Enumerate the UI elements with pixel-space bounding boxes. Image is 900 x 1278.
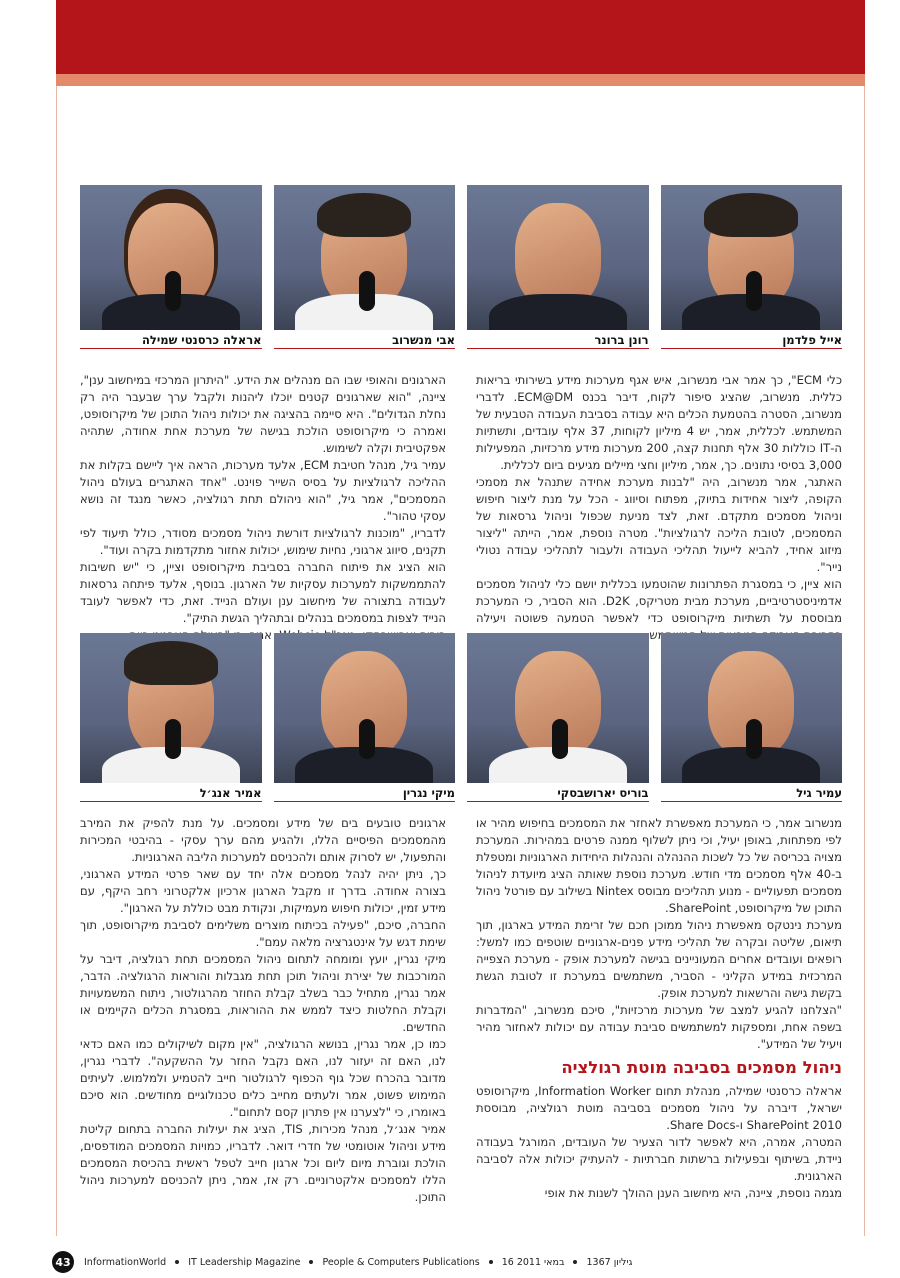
paragraph: מנשרוב אמר, כי המערכת מאפשרת לאחזר את המסמכים בחיפוש מהיר או לפי מפתחות, באופן יעיל, וכי ניתן לשלוף ממנה פרטים במהירות. המערכת מצויה בכריסה של כל לשכות ההנהלה והנהלות היחידות הארגוניות ומטפלת ב-40 אלף מסמכים מדי חודש. מערכת נוספת שאותה הציג מיועדת לניהול מסמכים תפעוליים - מנוע תהליכים מבוסס Nintex בשילוב עם פורטל ניהול התוכן של מיקרוסופט, SharePoint. — [476, 816, 842, 915]
caption-row-1 — [80, 331, 842, 349]
photo-caption: אמיר אנג׳ל — [80, 784, 262, 802]
header-red-band — [56, 0, 865, 74]
paragraph: מערכת נינטקס מאפשרת ניהול ממוכן חכם של זרימת המידע בארגון, תוך תיאום, שליטה ובקרה של תהליכי מידע פנים-ארגוניים שוטפים כמו למשל: רופאים ועובדים אחרים המעוניינים בגישה למערכת אופק - מערכת הצפייה המרכזית במידע הקליני - הסביר, משתמשים במערכת זו לטובת הגשת בקשת גישה והרשאות למערכת אופק. — [476, 918, 842, 1000]
bullet-icon — [309, 1260, 313, 1264]
photo-row-2 — [80, 633, 842, 783]
photo-speaker — [80, 633, 262, 783]
photo-caption: רונן ברונר — [467, 331, 649, 349]
photo-speaker — [661, 633, 843, 783]
paragraph: "הצלחנו להגיע למצב של מערכות מרכזיות", סיכם מנשרוב, "המדברות בשפה אחת, ומספקות למשתמשים סביבת עבודה עם יכולות לאחזור מהיר ויעיל של המידע". — [476, 1003, 842, 1051]
photo-caption: מיקי נגרין — [274, 784, 456, 802]
paragraph: אראלה כרסנטי שמילה, מנהלת תחום Information Worker, מיקרוסופט ישראל, דיברה על ניהול מסמכים בסביבה מוטת רגולציה, מבוססת SharePoint 2010 ו-Share Docs. — [476, 1084, 842, 1132]
photo-caption: אראלה כרסנטי שמילה — [80, 331, 262, 349]
paragraph: הוא הציג את פיתוח החברה בסביבת מיקרוסופט וציין, כי "יש חשיבות להתממשקות למערכות עסקיות של הארגון. בנוסף, אלעד פיתחה גרסאות לעבודה בתצורה של מיחשוב ענן ועולם הנייד. זאת, כדי לאפשר לעובד הנייד לצפות במסמכים בנהלים ובתהליך הגשת התיק". — [80, 560, 446, 625]
paragraph: ארגונים טובעים בים של מידע ומסמכים. על מנת להפיק את המירב מהמסמכים הפיסיים הללו, ולהגיע מהם ערך עסקי - בהיבטי המכירות והתפעול, יש לסרוק אותם ולהכניסם למערכות הליבה הארגוניות. — [80, 816, 446, 864]
bullet-icon — [175, 1260, 179, 1264]
photo-caption: אייל פלדמן — [661, 331, 843, 349]
page-number: 43 — [52, 1251, 74, 1273]
footer-publication: InformationWorld — [84, 1256, 167, 1268]
article-column-right-bottom — [476, 815, 842, 1202]
article-column-left-bottom — [80, 815, 446, 1206]
paragraph: המטרה, אמרה, היא לאפשר לדור הצעיר של העובדים, המורגל בעבודה ניידת, בשיתוף ובפעילות ברשתות חברתיות - להעתיק יכולות אלה לסביבה הארגונית. — [476, 1135, 842, 1183]
paragraph: מיקי נגרין, יועץ ומומחה לתחום ניהול המסמכים תחת רגולציה, דיבר על המורכבות של יצירת וניהול תוכן תחת מגבלות והוראות הרגולציה. הדבר, אמר נגרין, מתחיל כבר בשלב קבלת החוזר מהרגולטור, ניתוח המשמעויות וקבלת החלטות כיצד לממש את ההוראות, במסגרת הכלים הקיימים או החדשים. — [80, 952, 446, 1034]
photo-caption: אבי מנשרוב — [274, 331, 456, 349]
photo-speaker — [467, 633, 649, 783]
paragraph: מגמה נוספת, ציינה, היא מיחשוב הענן ההולך לשנות את אופי — [544, 1186, 842, 1200]
photo-speaker — [274, 633, 456, 783]
paragraph: עמיר גיל, מנהל חטיבת ECM, אלעד מערכות, הראה איך ליישם בקלות את ההליכה לרגולציות על בסיס השייר פוינט. "אחד האתגרים בעולם ניהול המסמכים", אמר גיל, "הוא ניהולם תחת רגולציה, כאשר מנגד זה נושא עסקי טהור". — [80, 458, 447, 523]
photo-speaker — [80, 185, 262, 330]
page-footer — [52, 1252, 842, 1272]
paragraph: כמו כן, אמר נגרין, בנושא הרגולציה, "אין מקום לשיקולים כמו האם כדאי לנו, האם זה יעזור לנו, האם נקבל החזר על ההשקעה". לדברי נגרין, מדובר בהכרח שכל גוף הכפוף לרגולטור חייב להטמיע ולמלמוש. לעיתים המימוש פשוט, אמר ולעתים מחייב כלים טכנולוגיים מחודשים. הוא סיכם באומרו, כי "לצערנו אין פתרון קסם לתחום". — [80, 1037, 446, 1119]
footer-publication: IT Leadership Magazine — [188, 1256, 301, 1268]
paragraph: הארגונים והאופי שבו הם מנהלים את הידע. "היתרון המרכזי במיחשוב ענן", ציינה, "הוא שארגונים קטנים יוכלו ליהנות ולקבל ערך שבעבר היה רק נחלת הגדולים". היא סיימה בהציגה את יכולות ניהול התוכן של מיקרוסופט, ואמרה כי מיקרוסופט הולכת בגישה של מערכת אחת אחודה, שתהיה אפקטיבית וקלה לשימוש. — [80, 373, 446, 455]
photo-speaker — [467, 185, 649, 330]
section-heading: ניהול מסמכים בסביבה מוטת רגולציה — [561, 1058, 842, 1077]
paragraph: אמיר אנג׳ל, מנהל מכירות, TIS, הציג את יעילות החברה בתחום קליטת מידע וניהול אוטומטי של חדרי דואר. לדבריו, כמויות המסמכים המודפסים, הולכת וגוברת מיום ליום וכל ארגון חייב לטפל ראשית בהכיסת המסמכים הללו למסמכים אלקטרוניים. רק אז, אמר, ניתן להכניסם למערכות ניהול התוכן. — [80, 1122, 446, 1204]
footer-left — [52, 1251, 632, 1273]
photo-caption: עמיר גיל — [661, 784, 843, 802]
article-column-left-top — [80, 372, 446, 644]
bullet-icon — [489, 1260, 493, 1264]
photo-caption: בוריס יארושבסקי — [467, 784, 649, 802]
footer-date: 16 במאי 2011 — [501, 1256, 565, 1268]
footer-publication: People & Computers Publications — [322, 1256, 480, 1268]
bullet-icon — [573, 1260, 577, 1264]
paragraph: הוא ציין, כי במסגרת הפתרונות שהוטמעו בכללית יושם כלי לניהול מסמכים אדמיניסטרטיביים, מערכת מבית מטריקס, D2K. הוא הסביר, כי המערכת מבוססת על תשתיות מיקרוסופט כדי לאפשר הטמעה פשוטה ויעילה — [476, 577, 842, 625]
paragraph: החברה, סיכם, "פעילה בכיתוח מוצרים משלימים לסביבת מיקרוסופט, תוך שימת דגש על אינטגרציה מלאה עמם". — [80, 918, 446, 949]
paragraph: לדבריו, "מוכנות לרגולציות דורשת ניהול מסמכים מסודר, כולל תיעוד לפי תקנים, סיווג ארגוני, נחיות שימוש, יכולות אחזור מתקדמות בקרה ועוד". — [80, 526, 446, 557]
photo-row-1 — [80, 185, 842, 330]
paragraph: האתגר, אמר מנשרוב, היה "לבנות מערכת אחידה שתנהל את מסמכי הקופה, ליצור אחידות בתיוק, מפתוח וסיווג - הכל על מנת ליצור חיפוש וניהול מסמכים מתקדם. זאת, לצד מניעת שכפול וניהול גרסאות של המסמכים, לטובת הליכה לרגולציות". מטרה נוספת, אמר, הייתה "ליצור מיזוג אחיד, להביא לייעול תהליכי העבודה ולעבור לתהליכי עבודה נטולי נייר". — [476, 475, 842, 574]
caption-row-2 — [80, 784, 842, 802]
article-column-right-top — [476, 372, 842, 644]
photo-speaker — [274, 185, 456, 330]
paragraph: כלי ECM", כך אמר אבי מנשרוב, איש אגף מערכות מידע בשירותי בריאות כללית. מנשרוב, שהציג סיפור לקוח, דיבר בכנס ECM@DM. לדברי מנשרוב, הסטרה בהטמעת הכלים היא עבודה בסביבת העבודה הטבעית של המשתמש. לכללית, אמר, יש 4 מיליון לקוחות, 37 אלף עובדים, ותשתיות ה-IT כוללות 30 אלף תחנות קצה, 200 מערכות מידע מרכזיות, המפעילות 3,000 בסיסי נתונים. כך, אמר, מיליון וחצי מיילים מגיעים ביום לכללית. — [476, 373, 843, 472]
footer-issue: גיליון 1367 — [586, 1256, 633, 1268]
photo-speaker — [661, 185, 843, 330]
paragraph: כך, ניתן יהיה לנהל מסמכים אלה יחד עם שאר פרטי המידע הארגוני, בצורה אחודה. בדרך זו מקבל הארגון ארכיון אלקטרוני רחב היקף, עם מידע זמין, יכולות חיפוש מעמיקות, ונקודת מבט כוללת על הארגון". — [80, 867, 446, 915]
header-orange-line — [56, 74, 865, 86]
